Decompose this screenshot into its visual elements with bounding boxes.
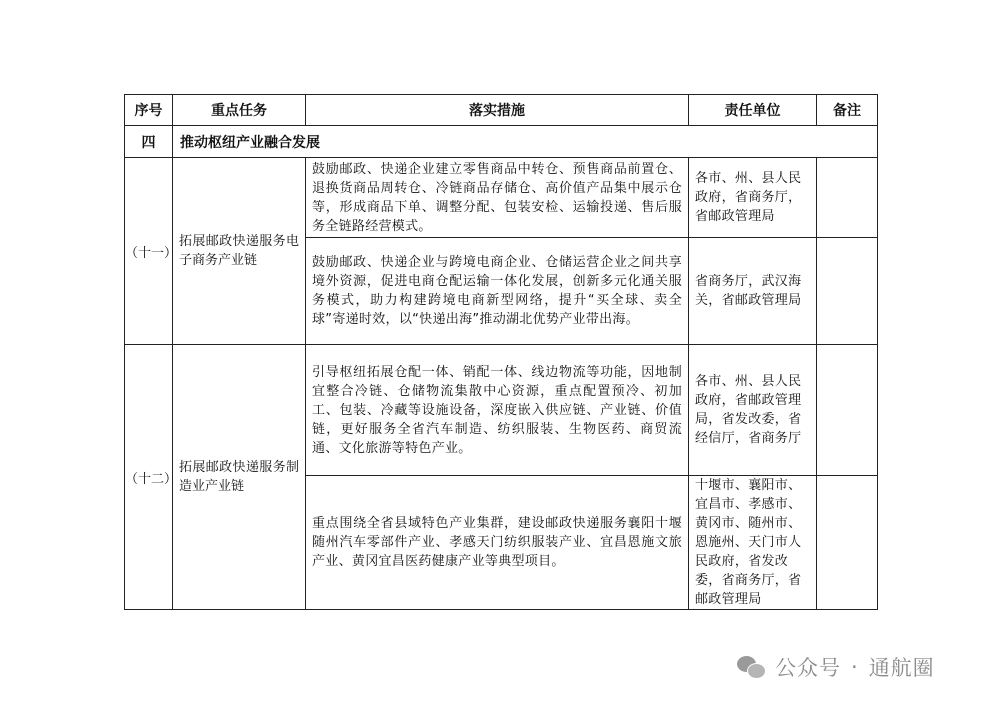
- measure-cell: 鼓励邮政、快递企业建立零售商品中转仓、预售商品前置仓、退换货商品周转仓、冷链商品存储仓、高价值产品集中展示仓等，形成商品下单、调整分配、包装安检、运输投递、售后服务全链路经营模式。: [306, 158, 689, 238]
- header-task: 重点任务: [173, 95, 306, 126]
- unit-cell: 各市、州、县人民政府，省商务厅，省邮政管理局: [689, 158, 817, 238]
- row-number: （十二）: [125, 345, 173, 610]
- header-unit: 责任单位: [689, 95, 817, 126]
- section-row: [125, 126, 878, 158]
- header-note: 备注: [817, 95, 878, 126]
- note-cell: [817, 238, 878, 345]
- table-row: [125, 158, 878, 238]
- task-cell: 拓展邮政快递服务制造业产业链: [173, 345, 306, 610]
- header-measures: 落实措施: [306, 95, 689, 126]
- header-row: [125, 95, 878, 126]
- watermark-account: 公众号: [775, 656, 841, 680]
- unit-cell: 各市、州、县人民政府，省邮政管理局，省发改委，省经信厅，省商务厅: [689, 345, 817, 476]
- header-no: 序号: [125, 95, 173, 126]
- note-cell: [817, 158, 878, 238]
- row-number: （十一）: [125, 158, 173, 345]
- measure-cell: 鼓励邮政、快递企业与跨境电商企业、仓储运营企业之间共享境外资源，促进电商仓配运输一体化发展，创新多元化通关服务模式，助力构建跨境电商新型网络，提升“买全球、卖全球”寄递时效，以“快递出海”推动湖北优势产业带出海。: [306, 238, 689, 345]
- table-row: [125, 345, 878, 476]
- wechat-icon: [737, 654, 767, 680]
- watermark-name: 通航圈: [868, 656, 935, 680]
- task-cell: 拓展邮政快递服务电子商务产业链: [173, 158, 306, 345]
- unit-cell: 十堰市、襄阳市、宜昌市、孝感市、黄冈市、随州市、恩施州、天门市人民政府，省发改委，省商务厅，省邮政管理局: [689, 476, 817, 610]
- unit-cell: 省商务厅，武汉海关，省邮政管理局: [689, 238, 817, 345]
- watermark-separator: ·: [851, 655, 859, 679]
- note-cell: [817, 345, 878, 476]
- watermark: [737, 652, 935, 682]
- measure-cell: 重点围绕全省县域特色产业集群，建设邮政快递服务襄阳十堰随州汽车零部件产业、孝感天门纺织服装产业、宜昌恩施文旅产业、黄冈宜昌医药健康产业等典型项目。: [306, 476, 689, 610]
- task-table: [124, 94, 878, 610]
- section-title: 推动枢纽产业融合发展: [173, 126, 878, 158]
- measure-cell: 引导枢纽拓展仓配一体、销配一体、线边物流等功能，因地制宜整合冷链、仓储物流集散中心资源，重点配置预冷、初加工、包装、冷藏等设施设备，深度嵌入供应链、产业链、价值链，更好服务全省汽车制造、纺织服装、生物医药、商贸流通、文化旅游等特色产业。: [306, 345, 689, 476]
- note-cell: [817, 476, 878, 610]
- section-number: 四: [125, 126, 173, 158]
